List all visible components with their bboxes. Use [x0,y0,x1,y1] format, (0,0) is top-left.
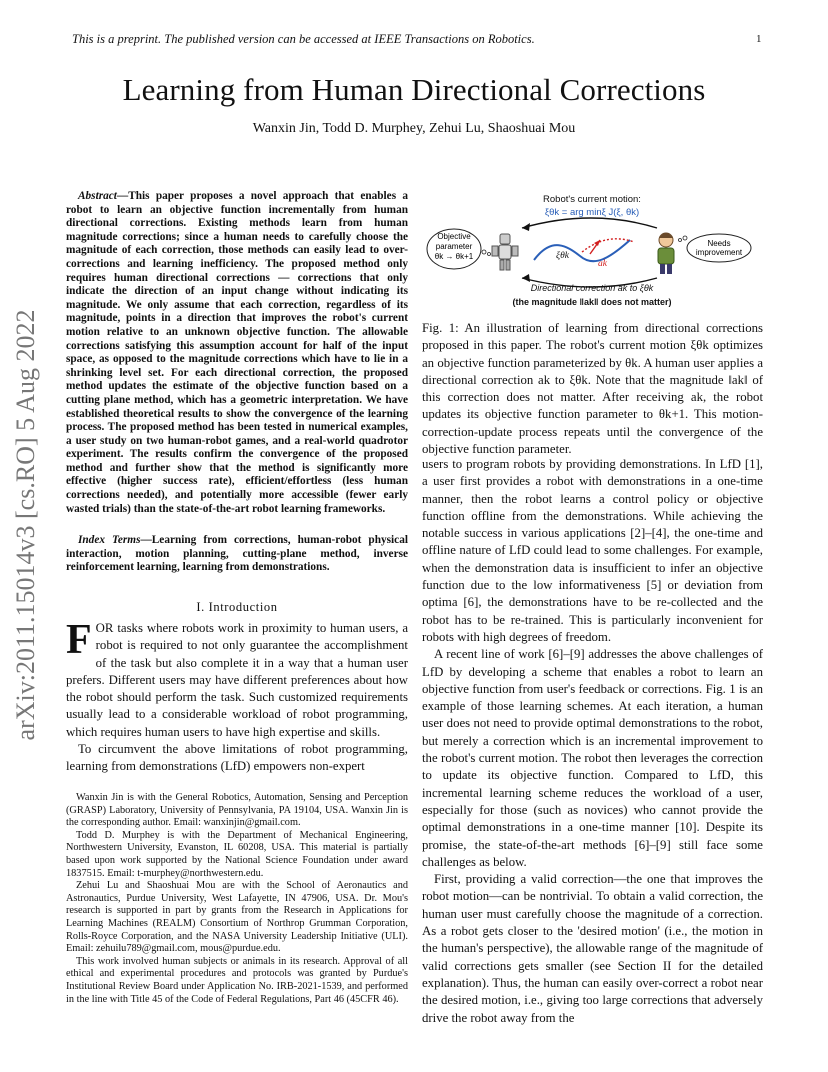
human-icon [658,233,674,274]
fig-top-label: Robot's current motion: [543,194,641,205]
footnotes [66,792,408,1006]
right-paragraph-1: users to program robots by providing demonstrations. In LfD [1], a user first provides a robot with demonstrations in a one-time manner, then the robot learns a control policy or objective function offline from the demonstrations. While achieving the notable success in various applications [2]–[4], the one-time and offline nature of LfD could lead to some challenges. For example, when the demonstration data is insufficient to infer an objective function due to the low informativeness [5] or deviation from optima [6], the demonstrations have to be re-collected and the robot has to be re-trained. This is particularly inconvenient for robots with high degrees of freedom. [422,457,763,644]
right-paragraph-2: A recent line of work [6]–[9] addresses the above challenges of LfD by developing a scheme that enables a robot to learn an objective function from user's feedback or corrections. Fig. 1 is an example of those learning schemes. At each iteration, a human user does not need to provide optimal demonstrations to the robot, but merely a correction which is an incremental improvement to the robot's current motion. The robot then leverages the correction to update its objective function. Compared to LfD, this incremental learning scheme reduces the workload of a user, especially for those (such as novices) who cannot provide the optimal demonstrations in a one-time manner [10]. Despite its promise, the state-of-the-art methods [6]–[9] still face some challenges as below. [422,647,763,869]
index-terms-lead: Index Terms [78,534,141,546]
figure-1-diagram [422,188,763,313]
right-box-line-2: improvement [695,248,743,257]
right-column-body [422,456,763,1027]
preprint-note: This is a preprint. The published version can be accessed at IEEE Transactions on Robotics. [72,32,535,46]
index-terms-text: —Learning from corrections, human-robot physical interaction, motion planning, cutting-plane method, inverse reinforcement learning, learning from demonstrations. [66,534,408,574]
footnote-3: Zehui Lu and Shaoshuai Mou are with the School of Aeronautics and Astronautics, Purdue University, West Lafayette, IN 47906, USA. Dr. Mou's research is supported in part by grants from the Research in Applications for Learning Machines (REALM) Consortium of Northrop Grumman Corporation, Rolls-Royce Corporation, and the NASA University Leadership Initiative (ULI). Email: zehuilu789@gmail.com, mous@purdue.edu. [66,880,408,955]
arxiv-stamp-text: arXiv:2011.15014v3 [cs.RO] 5 Aug 2022 [11,309,40,741]
left-box-line-2: parameter [435,242,473,251]
abstract-text: —This paper proposes a novel approach that enables a robot to learn an objective function incrementally from human directional corrections. Existing methods learn from human magnitude corrections; since a human needs to carefully choose the magnitude of each correction, those methods can easily lead to over-corrections and learning inefficiency. The proposed method only requires human directional corrections — corrections that only indicate the direction of an input change without indicating its magnitude. We only assume that each correction, regardless of its magnitude, points in a direction that improves the robot's current motion relative to an unknown objective function. The allowable corrections satisfying this assumption account for half of the input space, as opposed to the magnitude corrections which have to lie in a shrinking level set. For each directional correction, the proposed method updates the estimate of the objective function based on a cutting plane method, which has a geometric interpretation. We have established theoretical results to show the convergence of the learning process. The proposed method has been tested in numerical examples, a user study on two human-robot games, and a real-world quadrotor experiment. The results confirm the convergence of the proposed method and further show that the method is significantly more effective (higher success rate), efficient/effortless (less human corrections needed), and potentially more accessible (fewer early wasted trials) than the state-of-the-art robot learning frameworks. [66,190,408,515]
fig-xi-label: ξθk [556,251,569,261]
fig-formula: ξθk = arg minξ J(ξ, θk) [544,207,640,218]
robot-motion-curve [534,240,630,261]
left-box-line-1: Objective [437,232,471,241]
footnote-2: Todd D. Murphey is with the Department of Mechanical Engineering, Northwestern University, Evanston, IL 60208, USA. This material is partially based upon work supported by the National Science Foundation under award 1837515. Email: t-murphey@northwestern.edu. [66,829,408,879]
footnote-1: Wanxin Jin is with the General Robotics, Automation, Sensing and Perception (GRASP) Laboratory, University of Pennsylvania, PA 19104, USA. Wanxin Jin is the corresponding author. Email: wanxinjin@gmail.com. [66,792,408,829]
figure-caption: Fig. 1: An illustration of learning from directional corrections proposed in this paper. The robot's current motion ξθk optimizes an objective function parameterized by θk. A human user applies a directional correction ak to ξθk. Note that the magnitude ‖ak‖ of this correction does not matter. After receiving ak, the robot updates its objective function parameter to θk+1. This motion-correction-update process repeats until the convergence of the objective function parameter. [422,321,763,457]
figure-1 [422,188,763,313]
right-paragraph-3: First, providing a valid correction—the one that improves the robot motion—can be nontrivial. To obtain a valid correction, the human user must carefully choose the magnitude of a correction. As a robot gets closer to the 'desired motion' (i.e., the motion in the human's perspective), the allowable range of the magnitude of valid corrections gets smaller (see Section II for the detailed explanation). Thus, the human can easily over-correct a robot near the desired motion, i.e., giving too large corrections that adversely drive the robot away from the [422,872,763,1025]
footnote-4: This work involved human subjects or animals in its research. Approval of all ethical and experimental procedures and protocols was granted by Purdue's Institutional Review Board under Application No. IRB-2021-1539, and performed in the line with Title 45 of the Code of Federal Regulations, Part 46 (45CFR 46). [66,955,408,1005]
page-number: 1 [756,33,762,45]
fig-bottom-label: Directional correction ak to ξθk [530,283,654,293]
robot-icon [492,234,518,270]
index-terms [66,534,408,575]
left-box-line-3: θk → θk+1 [434,252,474,261]
introduction [66,617,408,776]
section-heading: I. Introduction [196,600,278,614]
intro-paragraph-1: OR tasks where robots work in proximity to human users, a robot is required to not only guarantee the accomplishment of the task but also complete it in a way that a human user prefers. Different users may have different preferences about how the robot should perform the task. Such customized requirements usually lead to a considerable workload of robot programming, which requires human users to have high expertise and skills. [66,621,408,739]
right-box-line-1: Needs [707,239,731,248]
intro-paragraph-2: To circumvent the above limitations of robot programming, learning from demonstrations (LfD) empowers non-expert [66,742,408,774]
fig-a-label: ak [598,259,607,269]
abstract-lead: Abstract [78,190,117,202]
abstract [66,190,408,516]
dropcap: F [66,617,92,663]
author-list: Wanxin Jin, Todd D. Murphey, Zehui Lu, Shaoshuai Mou [252,121,576,136]
arxiv-stamp [6,290,46,760]
fig-bottom-note: (the magnitude ‖ak‖ does not matter) [512,297,672,307]
paper-title: Learning from Human Directional Corrections [122,72,706,107]
